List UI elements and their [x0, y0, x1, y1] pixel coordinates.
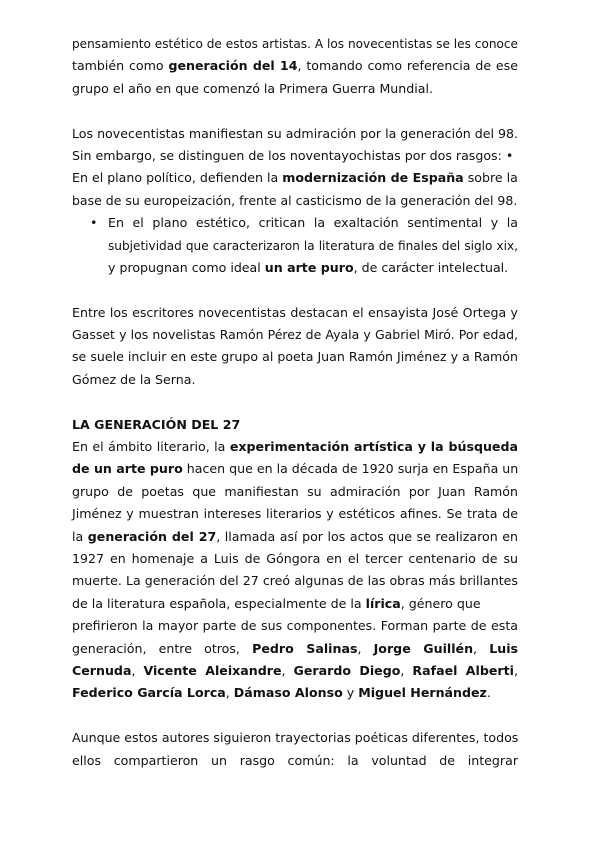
text-line	[72, 55, 518, 77]
bold-term: un arte puro	[264, 259, 354, 275]
text-line: prefirieron la mayor parte de sus componentes. Forman parte de esta	[72, 618, 518, 634]
document-page	[72, 33, 518, 772]
bold-term: experimentación artística y la búsqueda	[229, 439, 518, 455]
text-line	[72, 638, 518, 660]
text-line: Entre los escritores novecentistas destacan el ensayista José Ortega y	[72, 304, 518, 320]
author-name: Federico García Lorca	[72, 685, 226, 701]
text-line: Los novecentistas manifiestan su admiración por la generación del 98.	[72, 125, 519, 141]
paragraph-novecentistas-rasgos	[72, 123, 518, 280]
text-line: grupo de poetas que manifiestan su admiración por Juan Ramón	[72, 483, 518, 499]
bullet-item-line: subjetividad que caracterizaron la literatura de finales del siglo xix,	[108, 238, 518, 253]
text-line: Aunque estos autores siguieron trayectorias poéticas diferentes, todos	[72, 730, 519, 746]
paragraph-escritores-novecentistas	[72, 302, 518, 392]
text-span: ,	[281, 662, 294, 678]
text-line: ellos compartieron un rasgo común: la voluntad de integrar	[72, 752, 518, 768]
text-line: Gasset y los novelistas Ramón Pérez de Ayala y Gabriel Miró. Por edad,	[72, 327, 518, 343]
text-span: , llamada así por los actos que se realizaron en	[216, 528, 518, 544]
text-line	[72, 682, 518, 704]
text-line: Gómez de la Serna.	[72, 371, 196, 387]
text-span: también como	[72, 58, 169, 74]
text-span: de la literatura española, especialmente de la	[72, 595, 366, 611]
bullet-icon: •	[90, 215, 98, 231]
bullet-icon: •	[505, 147, 514, 163]
text-line	[72, 660, 518, 682]
text-line: muerte. La generación del 27 creó algunas de las obras más brillantes	[72, 573, 518, 589]
bold-term: lírica	[365, 595, 401, 611]
author-name: Gerardo Diego	[293, 662, 401, 678]
text-span: y propugnan como ideal	[108, 259, 265, 275]
text-span: ,	[400, 662, 413, 678]
text-span: , de carácter intelectual.	[353, 259, 509, 275]
bold-term: modernización de España	[282, 170, 464, 186]
author-name: Vicente Aleixandre	[143, 662, 282, 678]
author-name: Jorge Guillén	[373, 640, 474, 656]
text-span: hacen que en la década de 1920 surja en España un	[182, 461, 519, 477]
text-span: sobre la	[463, 170, 518, 186]
text-line: grupo el año en que comenzó la Primera Guerra Mundial.	[72, 80, 433, 96]
author-name: Dámaso Alonso	[233, 685, 343, 701]
text-span: ,	[473, 640, 490, 656]
text-span: Sin embargo, se distinguen de los noventayochistas por dos rasgos:	[72, 147, 506, 163]
author-name: Cernuda	[72, 662, 132, 678]
text-line: base de su europeización, frente al casticismo de la generación del 98.	[72, 192, 518, 208]
text-line	[72, 167, 518, 189]
text-span: En el plano político, defienden la	[72, 170, 283, 186]
text-span: .	[486, 685, 491, 701]
bold-term: generación del 27	[87, 528, 217, 544]
text-line: Jiménez y muestran intereses literarios y estéticos afines. Se trata de	[72, 506, 518, 522]
paragraph-generacion-27	[72, 436, 518, 705]
text-span: generación, entre otros,	[72, 640, 253, 656]
text-line: pensamiento estético de estos artistas. A los novecentistas se les conoce	[72, 37, 518, 51]
bold-term: generación del 14	[168, 58, 298, 74]
text-span: la	[72, 528, 88, 544]
bold-term: de un arte puro	[72, 461, 183, 477]
text-span: En el plano estético, critican la exaltación sentimental y la	[108, 215, 518, 231]
text-line	[72, 526, 518, 548]
text-line	[72, 436, 518, 458]
text-line: 1927 en homenaje a Luis de Góngora en el tercer centenario de su	[72, 550, 518, 566]
author-name: Rafael Alberti	[412, 662, 514, 678]
text-line	[72, 145, 518, 167]
text-line: se suele incluir en este grupo al poeta Juan Ramón Jiménez y a Ramón	[72, 349, 518, 365]
author-name: Pedro Salinas	[252, 640, 358, 656]
text-span: y	[342, 685, 359, 701]
text-line	[72, 458, 518, 480]
text-span: , género que	[400, 595, 481, 611]
bullet-item-line	[72, 212, 518, 234]
bullet-item-line	[72, 257, 518, 279]
text-span: ,	[357, 640, 374, 656]
text-span: En el ámbito literario, la	[72, 439, 230, 455]
text-line	[72, 593, 518, 615]
author-name: Luis	[489, 640, 519, 656]
author-name: Miguel Hernández	[358, 685, 487, 701]
paragraph-rasgo-comun	[72, 727, 518, 772]
paragraph-generacion-14	[72, 33, 518, 100]
text-span: , tomando como referencia de ese	[297, 58, 518, 74]
text-span: ,	[131, 662, 144, 678]
text-span: ,	[225, 685, 234, 701]
section-heading: LA GENERACIÓN DEL 27	[72, 416, 241, 432]
text-span: ,	[513, 662, 518, 678]
